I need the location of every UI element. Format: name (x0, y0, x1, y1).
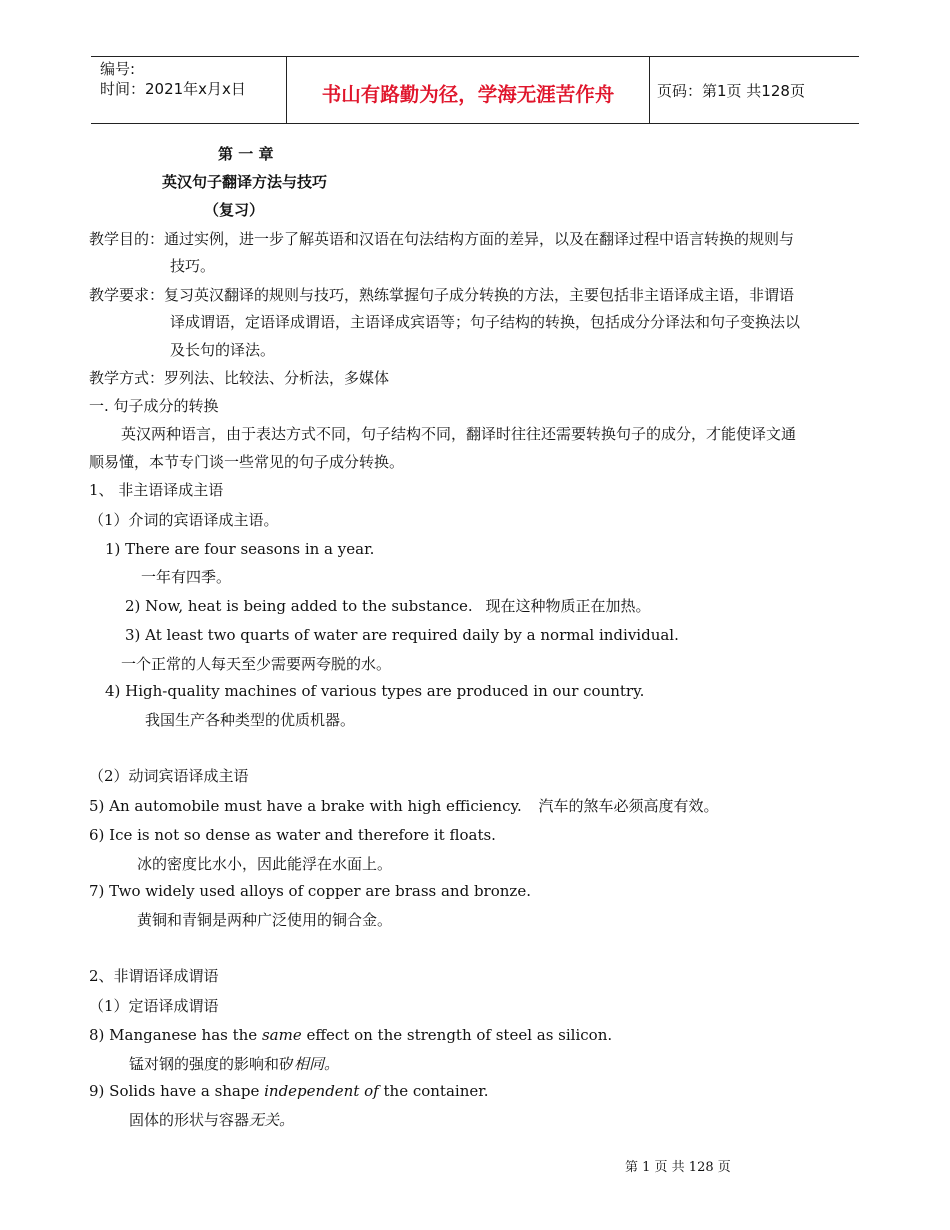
example-english: 1) There are four seasons in a year. (105, 540, 375, 558)
emphasized-word: independent of (264, 1082, 379, 1100)
intro-paragraph: 英汉两种语言，由于表达方式不同，句子结构不同，翻译时往往还需要转换句子的成分，才能使译文通 (121, 425, 797, 443)
example-chinese (129, 1110, 294, 1130)
example-line (89, 796, 719, 816)
example-english: 6) Ice is not so dense as water and therefore it floats. (89, 826, 496, 844)
subtitle: （复习） (204, 201, 265, 219)
subsection-item: （1）定语译成谓语 (89, 997, 219, 1015)
example-chinese: 一个正常的人每天至少需要两夸脱的水。 (121, 655, 392, 673)
example-english: 7) Two widely used alloys of copper are brass and bronze. (89, 882, 531, 900)
example-text: 固体的形状与容器 (129, 1111, 250, 1129)
emphasized-word: same (261, 1026, 302, 1044)
example-chinese: 一年有四季。 (141, 568, 232, 586)
example-english: 3) At least two quarts of water are required daily by a normal individual. (125, 626, 679, 644)
example-english (89, 1081, 489, 1101)
time-label: 时间：2021年x月x日 (100, 80, 246, 98)
requirement-line: 教学要求：复习英汉翻译的规则与技巧，熟练掌握句子成分转换的方法，主要包括非主语译成主语，非谓语 (89, 286, 795, 304)
example-text: 锰对钢的强度的影响和矽 (129, 1055, 295, 1073)
example-chinese: 现在这种物质正在加热。 (485, 597, 651, 615)
subsection-item: （1）介词的宾语译成主语。 (89, 511, 279, 529)
emphasized-word: 无关。 (249, 1111, 295, 1129)
example-text: 8) Manganese has the (89, 1026, 262, 1044)
number-label: 编号: (100, 60, 136, 78)
emphasized-word: 相同。 (294, 1055, 340, 1073)
requirement-line: 译成谓语，定语译成谓语，主语译成宾语等；句子结构的转换，包括成分分译法和句子变换法以 (170, 313, 801, 331)
subsection-heading: 1、 非主语译成主语 (89, 481, 224, 499)
requirement-line: 及长句的译法。 (170, 341, 276, 359)
example-text: effect on the strength of steel as silicon. (301, 1026, 613, 1044)
header-table (91, 56, 859, 124)
subsection-heading: 2、非谓语译成谓语 (89, 967, 219, 985)
main-title: 英汉句子翻译方法与技巧 (162, 173, 328, 191)
example-chinese: 黄铜和青铜是两种广泛使用的铜合金。 (137, 911, 393, 929)
example-line (125, 596, 650, 616)
subsection-item: （2）动词宾语译成主语 (89, 767, 249, 785)
intro-paragraph: 顺易懂，本节专门谈一些常见的句子成分转换。 (89, 453, 405, 471)
header-motto: 书山有路勤为径，学海无涯苦作舟 (321, 83, 615, 106)
example-english: 5) An automobile must have a brake with high efficiency. (89, 797, 522, 815)
example-chinese: 冰的密度比水小，因此能浮在水面上。 (137, 855, 393, 873)
chapter-title: 第 一 章 (218, 145, 274, 163)
example-english: 2) Now, heat is being added to the substance. (125, 597, 473, 615)
purpose-line: 技巧。 (170, 257, 216, 275)
page-footer: 第 1 页 共 128 页 (625, 1160, 731, 1175)
example-chinese: 我国生产各种类型的优质机器。 (145, 711, 356, 729)
purpose-line: 教学目的：通过实例，进一步了解英语和汉语在句法结构方面的差异，以及在翻译过程中语言转换的规则与 (89, 230, 795, 248)
header-divider (649, 57, 650, 123)
example-chinese (129, 1054, 339, 1074)
teaching-method: 教学方式：罗列法、比较法、分析法，多媒体 (89, 369, 390, 387)
header-page-info: 页码：第1页 共128页 (657, 82, 805, 100)
example-text: 9) Solids have a shape (89, 1082, 265, 1100)
example-chinese: 汽车的煞车必须高度有效。 (538, 797, 719, 815)
section-heading: 一. 句子成分的转换 (89, 397, 219, 415)
example-english: 4) High-quality machines of various types are produced in our country. (105, 682, 645, 700)
example-english (89, 1025, 612, 1045)
example-text: the container. (378, 1082, 489, 1100)
header-left-cell (100, 59, 246, 99)
